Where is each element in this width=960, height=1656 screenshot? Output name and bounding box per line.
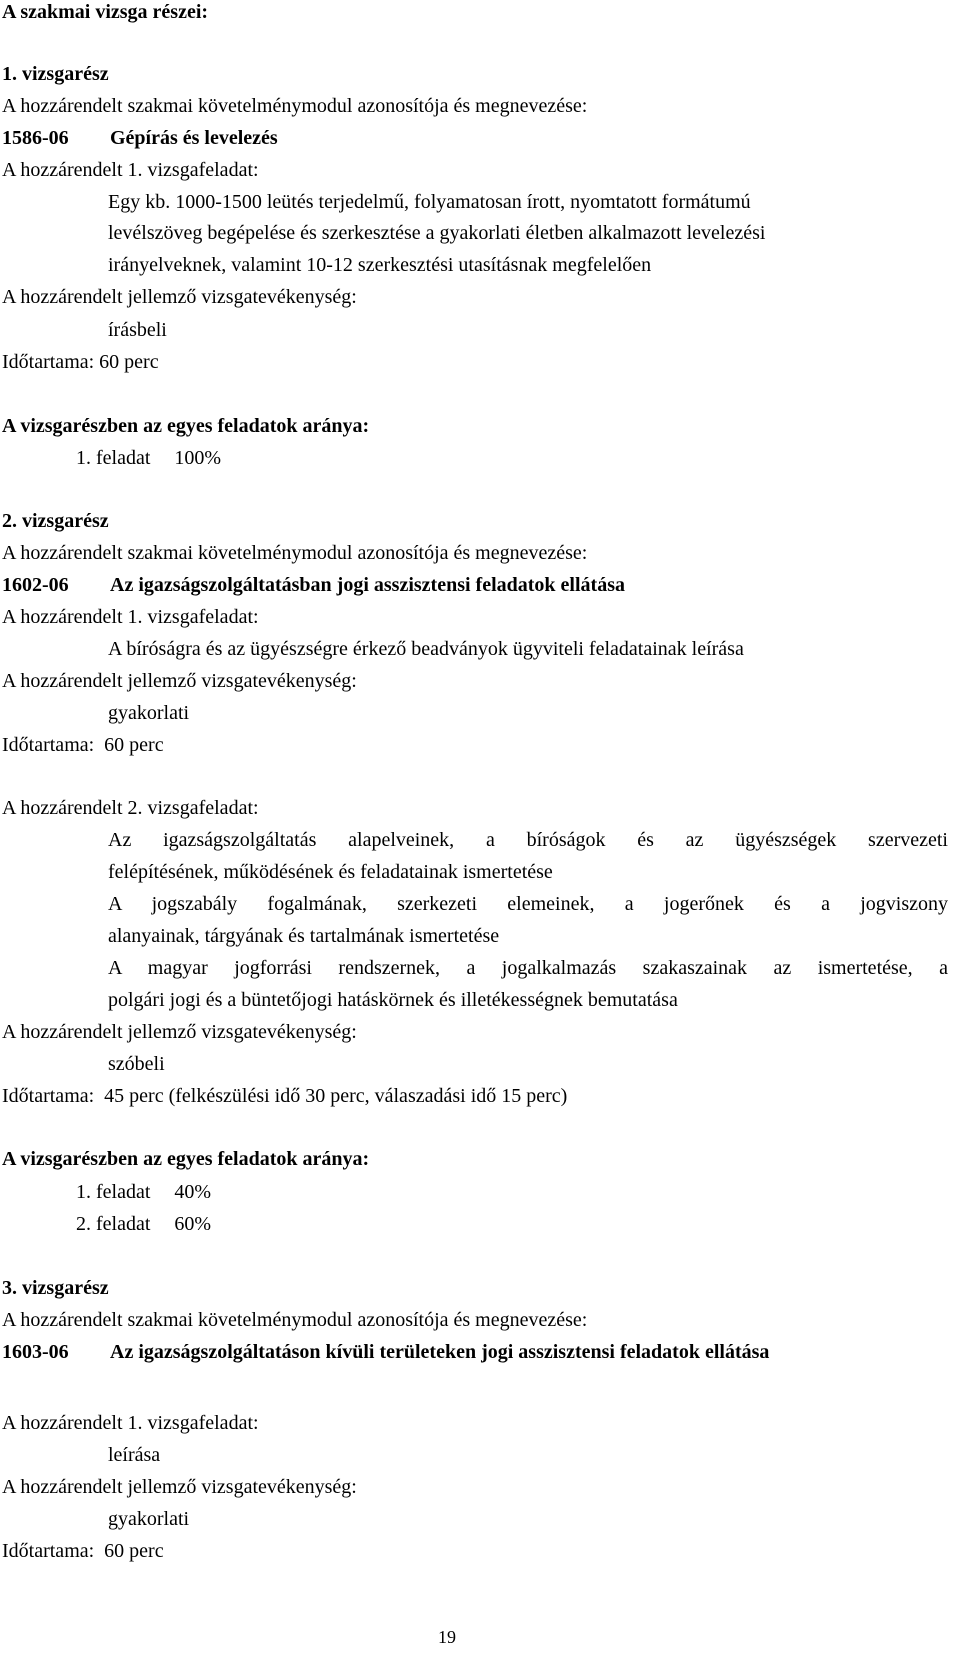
page-number: 19: [438, 1627, 456, 1647]
part1-task1-line2: levélszöveg begépelése és szerkesztése a gyakorlati életben alkalmazott levelezési: [108, 222, 766, 244]
part1-module-label: A hozzárendelt szakmai követelménymodul azonosítója és megnevezése:: [2, 95, 588, 117]
module-code: 1602-06: [2, 574, 69, 596]
part1-module: [2, 126, 278, 150]
part1-ratio-title: A vizsgarészben az egyes feladatok aránya:: [2, 415, 370, 437]
part2-module-label: A hozzárendelt szakmai követelménymodul azonosítója és megnevezése:: [2, 542, 588, 564]
part2-task2-item2-line1: A jogszabály fogalmának, szerkezeti elemeinek, a jogerőnek és a jogviszony: [108, 893, 948, 915]
ratio-task: 2. feladat: [76, 1213, 151, 1235]
part2-activity2-label: A hozzárendelt jellemző vizsgatevékenység:: [2, 1021, 357, 1043]
part2-task2-item1-line2: felépítésének, működésének és feladatainak ismertetése: [108, 861, 553, 883]
part2-activity1-label: A hozzárendelt jellemző vizsgatevékenység:: [2, 670, 357, 692]
module-name: Gépírás és levelezés: [110, 127, 278, 149]
part3-task1-text-tail: leírása: [108, 1444, 161, 1466]
part2-task1-text: A bíróságra és az ügyészségre érkező beadványok ügyviteli feladatainak leírása: [108, 638, 744, 660]
part2-title: 2. vizsgarész: [2, 510, 109, 532]
part2-activity2: szóbeli: [108, 1053, 165, 1075]
part2-task2-item2-line2: alanyainak, tárgyának és tartalmának ismertetése: [108, 925, 500, 947]
part1-activity: írásbeli: [108, 319, 167, 341]
part2-task2-label: A hozzárendelt 2. vizsgafeladat:: [2, 797, 259, 819]
part3-module: [2, 1340, 769, 1364]
part3-module-label: A hozzárendelt szakmai követelménymodul azonosítója és megnevezése:: [2, 1309, 588, 1331]
part2-task1-label: A hozzárendelt 1. vizsgafeladat:: [2, 606, 259, 628]
part2-ratio-row-2: [76, 1212, 211, 1236]
part2-ratio-title: A vizsgarészben az egyes feladatok aránya:: [2, 1148, 370, 1170]
part3-activity: gyakorlati: [108, 1508, 190, 1530]
part3-activity-label: A hozzárendelt jellemző vizsgatevékenység:: [2, 1476, 357, 1498]
part1-task1-line1: Egy kb. 1000-1500 leütés terjedelmű, folyamatosan írott, nyomtatott formátumú: [108, 191, 751, 213]
part1-ratio-row: [76, 446, 221, 470]
ratio-pct: 100%: [174, 447, 222, 469]
part3-task1-label: A hozzárendelt 1. vizsgafeladat:: [2, 1412, 259, 1434]
part3-duration: Időtartama: 60 perc: [2, 1540, 164, 1562]
module-name: Az igazságszolgáltatáson kívüli területeken jogi asszisztensi feladatok ellátása: [110, 1341, 770, 1363]
ratio-pct: 60%: [174, 1213, 212, 1235]
part1-task1-line3: irányelveknek, valamint 10-12 szerkesztési utasításnak megfelelően: [108, 254, 652, 276]
part2-module: [2, 573, 625, 597]
section-heading: A szakmai vizsga részei:: [2, 1, 209, 23]
part1-duration: Időtartama: 60 perc: [2, 351, 159, 373]
part2-task2-item1-line1: Az igazságszolgáltatás alapelveinek, a bíróságok és az ügyészségek szervezeti: [108, 829, 948, 851]
ratio-pct: 40%: [174, 1181, 212, 1203]
part2-activity1: gyakorlati: [108, 702, 190, 724]
part1-activity-label: A hozzárendelt jellemző vizsgatevékenység:: [2, 286, 357, 308]
part2-duration2: Időtartama: 45 perc (felkészülési idő 30 perc, válaszadási idő 15 perc): [2, 1085, 568, 1107]
module-code: 1603-06: [2, 1341, 69, 1363]
part2-duration1: Időtartama: 60 perc: [2, 734, 164, 756]
part2-task2-item3-line1: A magyar jogforrási rendszernek, a jogalkalmazás szakaszainak az ismertetése, a: [108, 957, 948, 979]
part1-title: 1. vizsgarész: [2, 63, 109, 85]
part2-task2-item3-line2: polgári jogi és a büntetőjogi hatáskörnek és illetékességnek bemutatása: [108, 989, 678, 1011]
module-name: Az igazságszolgáltatásban jogi asszisztensi feladatok ellátása: [110, 574, 625, 596]
ratio-task: 1. feladat: [76, 1181, 151, 1203]
module-code: 1586-06: [2, 127, 69, 149]
part3-title: 3. vizsgarész: [2, 1277, 109, 1299]
part1-task1-label: A hozzárendelt 1. vizsgafeladat:: [2, 159, 259, 181]
ratio-task: 1. feladat: [76, 447, 151, 469]
part2-ratio-row-1: [76, 1180, 211, 1204]
